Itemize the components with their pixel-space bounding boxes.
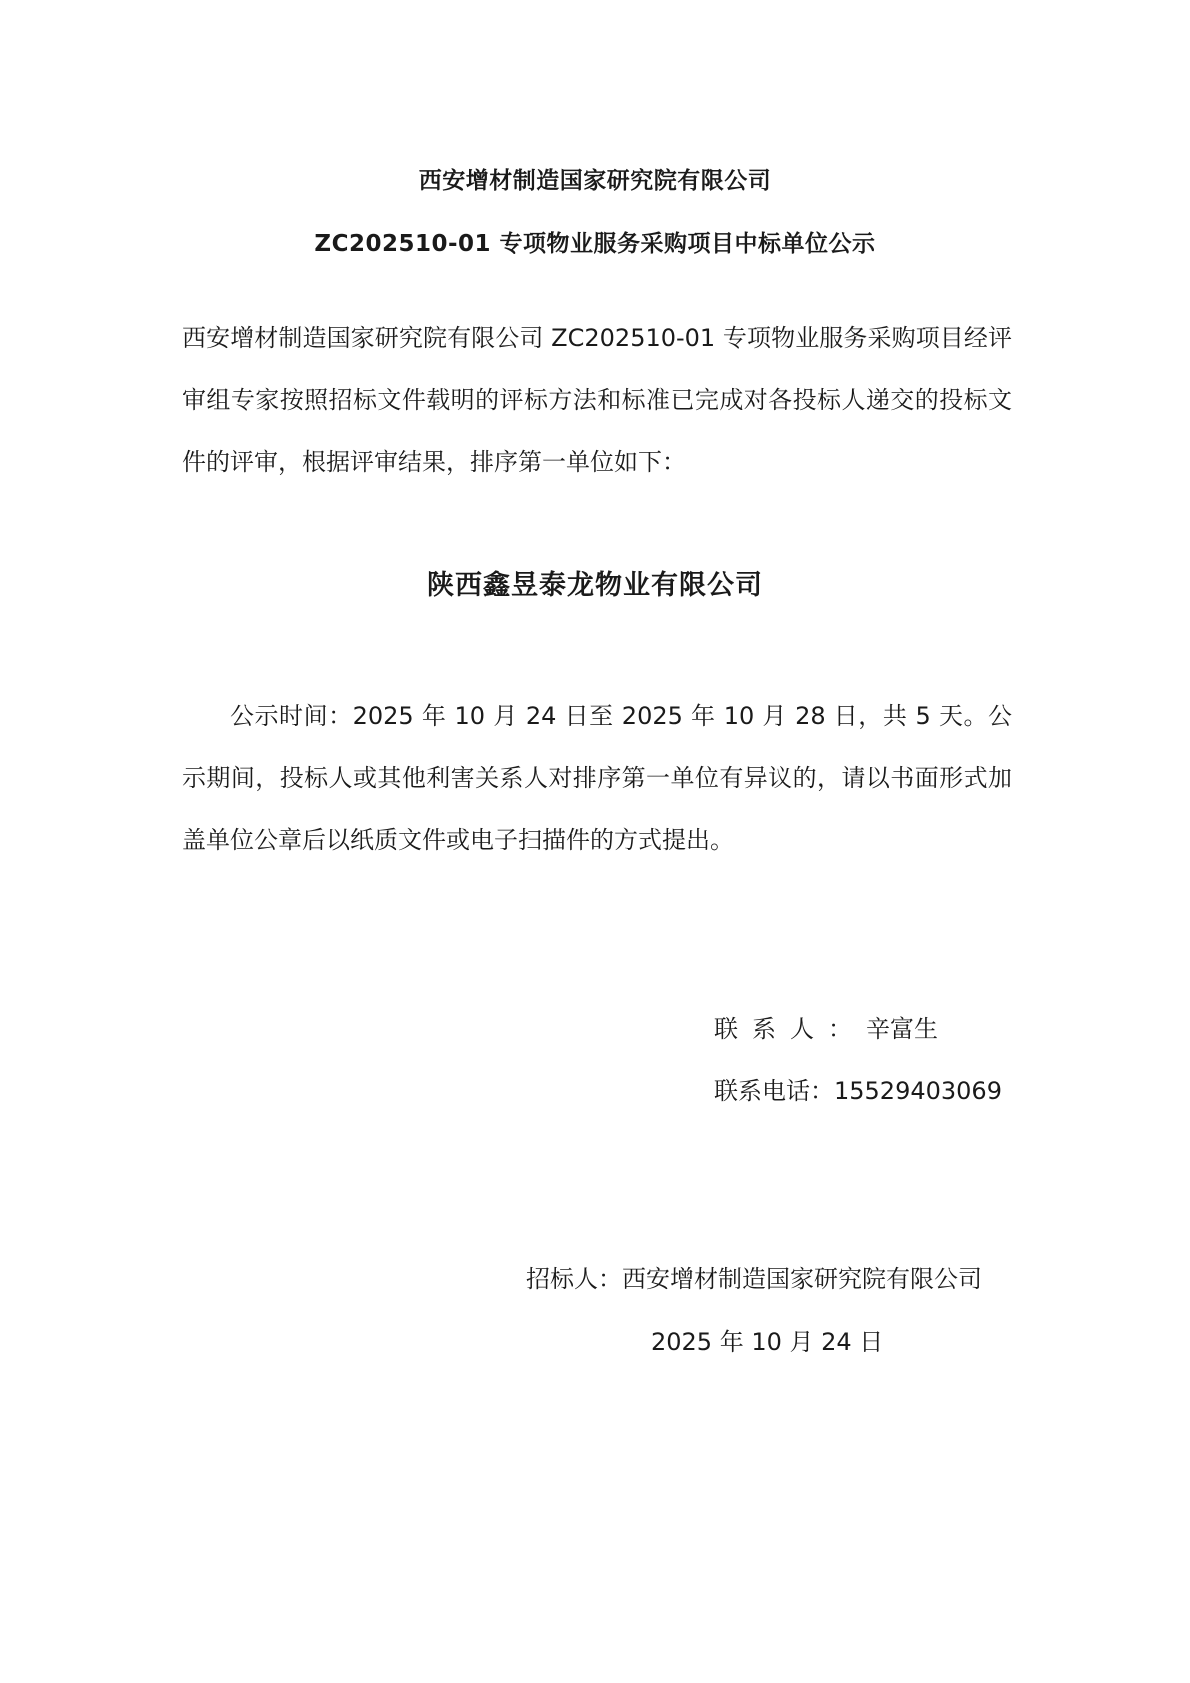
- tenderer-label: 招标人：: [526, 1265, 622, 1293]
- contact-person-value: 辛富生: [866, 1015, 938, 1043]
- contact-phone-value: 15529403069: [834, 1077, 1002, 1105]
- notice-paragraph: 公示时间：2025 年 10 月 24 日至 2025 年 10 月 28 日，共 5 天。公示期间，投标人或其他利害关系人对排序第一单位有异议的，请以书面形式加盖单位公章后以纸质文件或电子扫描件的方式提出。: [182, 702, 1012, 854]
- tenderer-value: 西安增材制造国家研究院有限公司: [622, 1265, 982, 1293]
- intro-paragraph: 西安增材制造国家研究院有限公司 ZC202510-01 专项物业服务采购项目经评审组专家按照招标文件载明的评标方法和标准已完成对各投标人递交的投标文件的评审，根据评审结果，排序第一单位如下：: [182, 324, 1012, 476]
- document-subtitle: ZC202510-01 专项物业服务采购项目中标单位公示: [314, 231, 876, 257]
- contact-person-line: [714, 1009, 938, 1044]
- contact-phone-line: [714, 1071, 1002, 1106]
- document-title: 西安增材制造国家研究院有限公司: [418, 168, 772, 194]
- signature-date: 2025 年 10 月 24 日: [651, 1328, 884, 1356]
- tenderer-line: [526, 1259, 982, 1294]
- contact-phone-label: 联系电话：: [714, 1077, 834, 1105]
- contact-person-label: 联系人：: [714, 1015, 866, 1043]
- winning-bidder: 陕西鑫昱泰龙物业有限公司: [427, 570, 763, 601]
